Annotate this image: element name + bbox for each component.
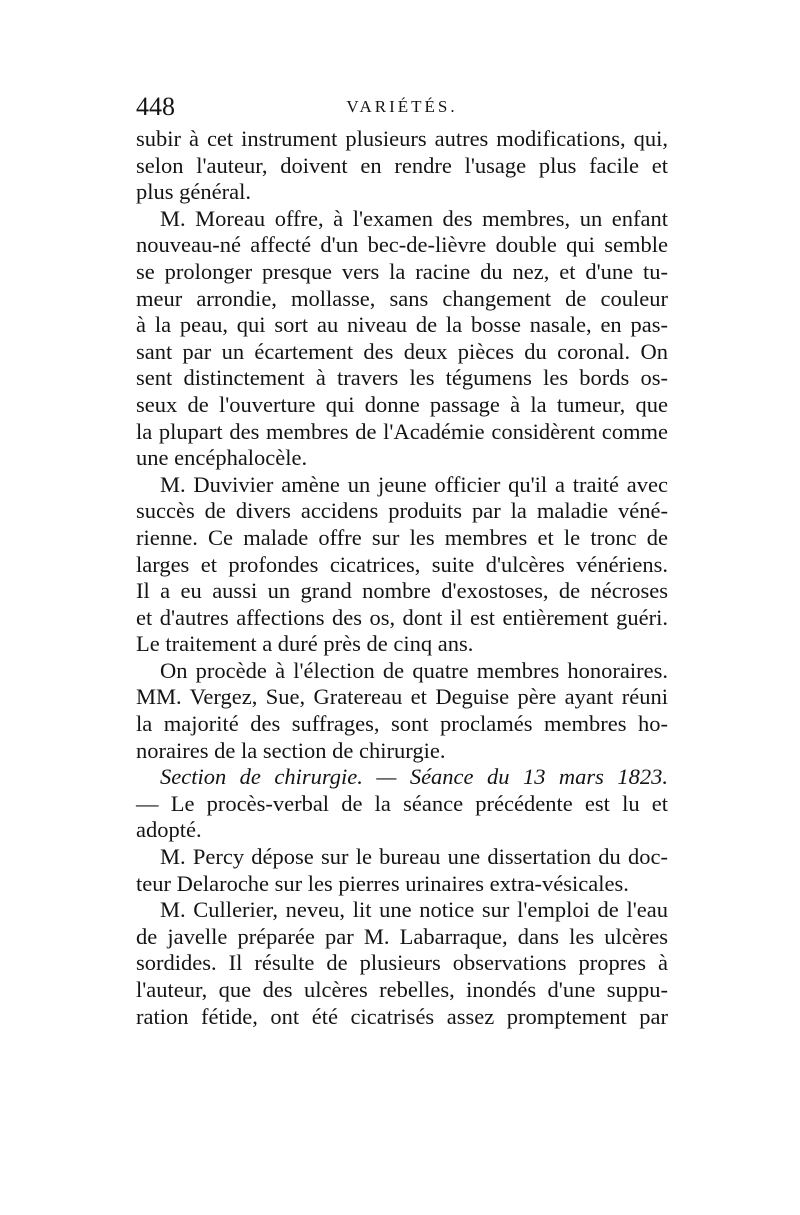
text-line: — Le procès-verbal de la séance précédente est lu et — [136, 790, 668, 816]
text-line: selon l'auteur, doivent en rendre l'usage plus facile et — [136, 152, 668, 178]
text-line: meur arrondie, mollasse, sans changement de couleur — [136, 285, 668, 311]
text-line: une encéphalocèle. — [136, 445, 308, 471]
text-line: M. Cullerier, neveu, lit une notice sur l'emploi de l'eau — [160, 897, 668, 923]
text-line: sant par un écartement des deux pièces du coronal. On — [136, 338, 668, 364]
text-line: larges et profondes cicatrices, suite d'ulcères vénériens. — [136, 551, 668, 577]
text-line: sent distinctement à travers les tégumens les bords os- — [136, 365, 668, 391]
running-head: VARIÉTÉS. — [346, 97, 458, 116]
text-line: MM. Vergez, Sue, Gratereau et Deguise père ayant réuni — [136, 684, 668, 710]
text-line: Section de chirurgie. — Séance du 13 mars 1823. — [160, 764, 668, 790]
text-line: nouveau-né affecté d'un bec-de-lièvre double qui semble — [136, 232, 668, 258]
text-line: M. Moreau offre, à l'examen des membres, un enfant — [160, 205, 668, 231]
text-line: se prolonger presque vers la racine du nez, et d'une tu- — [136, 258, 668, 284]
text-line: subir à cet instrument plusieurs autres modifications, qui, — [136, 126, 668, 151]
text-line: Le traitement a duré près de cinq ans. — [136, 631, 474, 657]
text-line: teur Delaroche sur les pierres urinaires extra-vésicales. — [136, 870, 629, 896]
text-line: seux de l'ouverture qui donne passage à la tumeur, que — [136, 391, 668, 417]
text-line: ration fétide, ont été cicatrisés assez promptement par — [136, 1003, 668, 1029]
page-number: 448 — [136, 92, 175, 121]
page-header — [136, 92, 668, 122]
text-line: sordides. Il résulte de plusieurs observations propres à — [136, 950, 668, 976]
text-line: rienne. Ce malade offre sur les membres et le tronc de — [136, 524, 668, 550]
text-line: à la peau, qui sort au niveau de la bosse nasale, en pas- — [136, 312, 668, 338]
text-line: adopté. — [136, 817, 202, 843]
text-line: Il a eu aussi un grand nombre d'exostoses, de nécroses — [136, 578, 668, 604]
text-line: noraires de la section de chirurgie. — [136, 737, 446, 763]
text-line: la majorité des suffrages, sont proclamés membres ho- — [136, 711, 668, 737]
text-line: succès de divers accidens produits par la maladie véné- — [136, 498, 668, 524]
text-line: et d'autres affections des os, dont il est entièrement guéri. — [136, 604, 668, 630]
text-line: plus général. — [136, 179, 251, 205]
text-line: l'auteur, que des ulcères rebelles, inondés d'une suppu- — [136, 977, 668, 1002]
text-line: M. Percy dépose sur le bureau une dissertation du doc- — [160, 844, 668, 870]
body-text — [136, 126, 668, 1030]
text-line: la plupart des membres de l'Académie considèrent comme — [136, 418, 668, 444]
text-line: de javelle préparée par M. Labarraque, dans les ulcères — [136, 923, 668, 949]
text-line: M. Duvivier amène un jeune officier qu'il a traité avec — [160, 471, 668, 497]
text-line: On procède à l'élection de quatre membres honoraires. — [160, 657, 668, 683]
